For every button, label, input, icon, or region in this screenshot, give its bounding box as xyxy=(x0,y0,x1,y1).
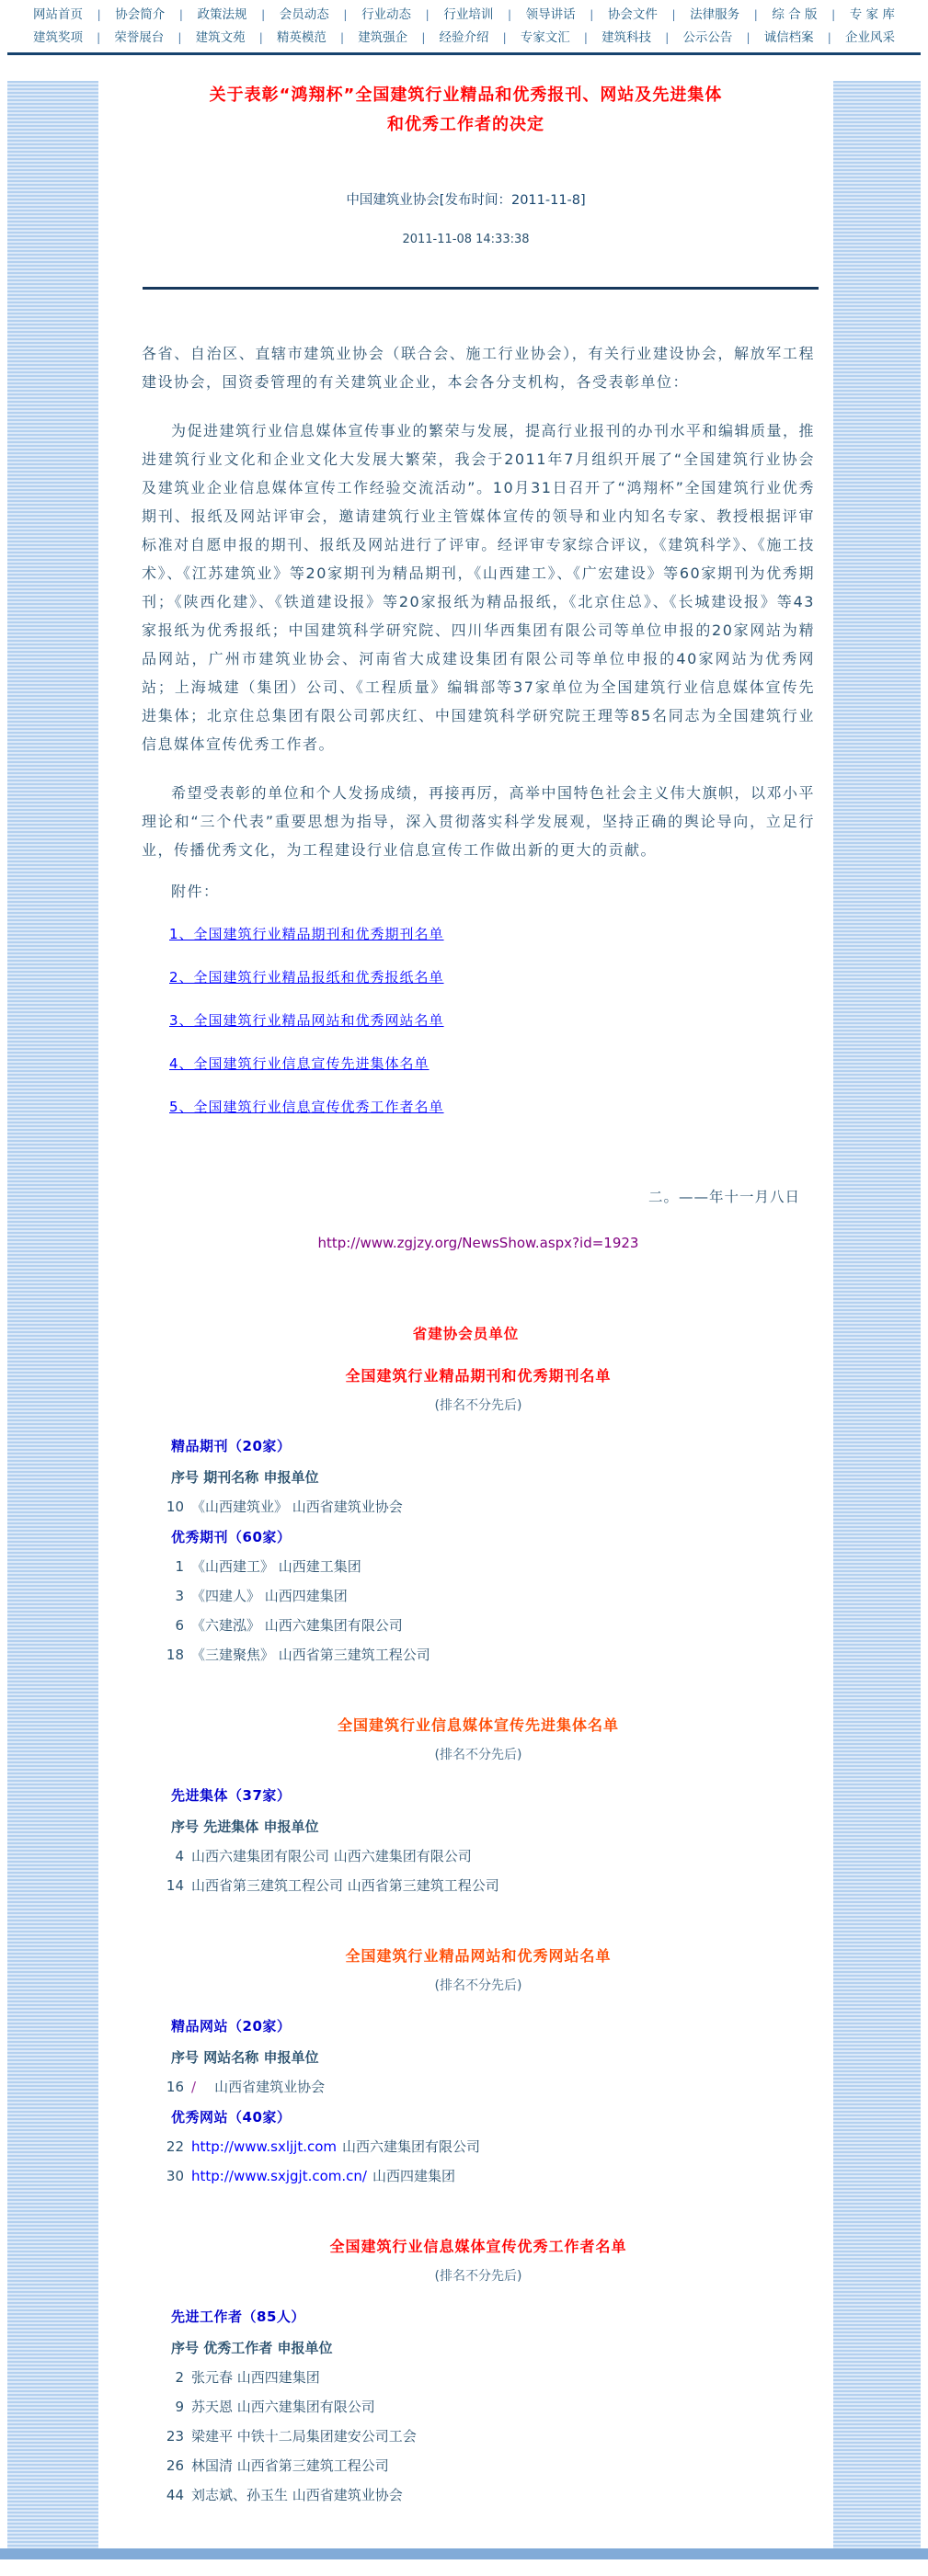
award-row xyxy=(142,1871,815,1900)
nav-separator: | xyxy=(340,31,345,44)
row-text: 山西六建集团有限公司 山西六建集团有限公司 xyxy=(191,1848,472,1864)
section-heading: 全国建筑行业信息媒体宣传先进集体名单 xyxy=(337,1716,619,1734)
attachment-item xyxy=(142,1093,815,1122)
row-number: 22 xyxy=(166,2138,184,2155)
group-heading-excellent-journals: 优秀期刊（60家） xyxy=(171,1529,292,1545)
nav-separator: | xyxy=(827,31,831,44)
source-url xyxy=(142,1229,815,1258)
nav-separator: | xyxy=(97,31,101,44)
group-heading-premium-websites: 精品网站（20家） xyxy=(171,2018,292,2035)
nav-link-experience[interactable]: 经验介绍 xyxy=(439,30,489,45)
nav-link-awards[interactable]: 建筑奖项 xyxy=(33,30,83,45)
section-heading: 全国建筑行业精品期刊和优秀期刊名单 xyxy=(345,1367,612,1385)
nav-separator: | xyxy=(665,31,670,44)
section-journals xyxy=(142,1362,815,1670)
website-link[interactable]: / xyxy=(191,2079,197,2095)
row-number: 18 xyxy=(166,1647,184,1663)
row-number: 4 xyxy=(175,1848,184,1864)
signature-date: 二。——年十一月八日 xyxy=(647,1189,800,1205)
award-row xyxy=(142,2422,815,2451)
nav-separator: | xyxy=(97,8,101,21)
website-link[interactable]: http://www.sxjgjt.com.cn/ xyxy=(191,2168,367,2184)
row-number: 3 xyxy=(175,1588,184,1604)
row-number: 1 xyxy=(175,1558,184,1575)
group-heading-advanced-collectives: 先进集体（37家） xyxy=(171,1787,292,1804)
page-frame xyxy=(7,0,921,2548)
award-row xyxy=(142,1841,815,1871)
award-row xyxy=(142,1492,815,1522)
paragraph-background: 为促进建筑行业信息媒体宣传事业的繁荣与发展，提高行业报刊的办刊水平和编辑质量，推进建筑行业文化和企业文化大发展大繁荣，我会于2011年7月组织开展了“全国建筑行业协会及建筑业企业信息媒体宣传工作经验交流活动”。10月31日召开了“鸿翔杯”全国建筑行业优秀期刊、报纸及网站评审会，邀请建筑行业主管媒体宣传的领导和业内知名专家、教授根据评审标准对自愿申报的期刊、报纸及网站进行了评审。经评审专家综合评议，《建筑科学》、《施工技术》、《江苏建筑业》等20家期刊为精品期刊，《山西建工》、《广宏建设》等60家期刊为优秀期刊；《陕西化建》、《铁道建设报》等20家报纸为精品报纸，《北京住总》、《长城建设报》等43家报纸为优秀报纸；中国建筑科学研究院、四川华西集团有限公司等单位申报的20家网站为精品网站，广州市建筑业协会、河南省大成建设集团有限公司等单位申报的40家网站为优秀网站；上海城建（集团）公司、《工程质量》编辑部等37家单位为全国建筑行业信息媒体宣传先进集体；北京住总集团有限公司郭庆红、中国建筑科学研究院王理等85名同志为全国建筑行业信息媒体宣传优秀工作者。 xyxy=(142,422,816,753)
attachment-link-newspapers[interactable]: 2、全国建筑行业精品报纸和优秀报纸名单 xyxy=(169,969,444,986)
section-note: (排名不分先后) xyxy=(434,2269,522,2284)
row-number: 9 xyxy=(175,2399,184,2415)
top-navigation xyxy=(7,0,921,52)
nav-separator: | xyxy=(425,8,430,21)
section-collectives xyxy=(142,1711,815,1900)
row-text: 山西省第三建筑工程公司 山西省第三建筑工程公司 xyxy=(191,1877,499,1894)
group-heading-advanced-workers: 先进工作者（85人） xyxy=(171,2308,305,2325)
row-text: 山西省建筑业协会 xyxy=(214,2079,326,2095)
source-url-link[interactable]: http://www.zgjzy.org/NewsShow.aspx?id=1923 xyxy=(317,1235,639,1251)
row-number: 30 xyxy=(166,2168,184,2184)
nav-link-enterprise-style[interactable]: 企业风采 xyxy=(844,30,895,45)
columns-header: 序号 网站名称 申报单位 xyxy=(171,2049,319,2066)
attachment-item xyxy=(142,963,815,992)
row-text: 山西四建集团 xyxy=(372,2168,455,2184)
nav-link-culture[interactable]: 建筑文苑 xyxy=(195,30,246,45)
row-number: 23 xyxy=(166,2428,184,2445)
member-units-heading: 省建协会员单位 xyxy=(412,1326,520,1342)
article-source-line: 中国建筑业协会[发布时间：2011-11-8] xyxy=(346,193,586,208)
award-row xyxy=(142,2451,815,2480)
nav-link-announcements[interactable]: 公示公告 xyxy=(682,30,733,45)
nav-separator: | xyxy=(343,8,348,21)
attachments-list xyxy=(142,920,815,1122)
nav-link-expert-articles[interactable]: 专家文汇 xyxy=(520,30,570,45)
group-heading-premium-journals: 精品期刊（20家） xyxy=(171,1438,292,1454)
section-note: (排名不分先后) xyxy=(434,1748,522,1762)
row-number: 6 xyxy=(175,1617,184,1634)
article-title: 关于表彰“鸿翔杯”全国建筑行业精品和优秀报刊、网站及先进集体和优秀工作者的决定 xyxy=(209,85,723,134)
row-text: 《山西建筑业》 山西省建筑业协会 xyxy=(191,1499,403,1515)
nav-link-documents[interactable]: 协会文件 xyxy=(607,7,658,22)
row-text: 《六建泓》 山西六建集团有限公司 xyxy=(191,1617,403,1634)
nav-link-about[interactable]: 协会简介 xyxy=(115,7,166,22)
nav-link-policy[interactable]: 政策法规 xyxy=(197,7,247,22)
columns-header: 序号 优秀工作者 申报单位 xyxy=(171,2340,333,2356)
row-number: 14 xyxy=(166,1877,184,1894)
row-text: 张元春 山西四建集团 xyxy=(191,2369,320,2386)
nav-link-general[interactable]: 综 合 版 xyxy=(772,7,818,22)
article-card xyxy=(98,81,833,2548)
nav-link-legal[interactable]: 法律服务 xyxy=(690,7,740,22)
award-row xyxy=(142,1552,815,1581)
header-divider xyxy=(7,52,921,55)
attachments-label: 附件： xyxy=(171,883,220,900)
row-text: 《三建聚焦》 山西省第三建筑工程公司 xyxy=(191,1647,430,1663)
award-row xyxy=(142,2132,815,2161)
row-number: 26 xyxy=(166,2457,184,2474)
row-text: 《山西建工》 山西建工集团 xyxy=(191,1558,361,1575)
columns-header: 序号 期刊名称 申报单位 xyxy=(171,1469,319,1486)
nav-separator: | xyxy=(507,8,511,21)
section-note: (排名不分先后) xyxy=(434,1978,522,1993)
nav-row-2 xyxy=(7,27,921,50)
nav-separator: | xyxy=(831,8,836,21)
nav-separator: | xyxy=(753,8,758,21)
nav-link-honor[interactable]: 荣誉展台 xyxy=(114,30,165,45)
group-heading-excellent-websites: 优秀网站（40家） xyxy=(171,2109,292,2126)
section-heading: 全国建筑行业信息媒体宣传优秀工作者名单 xyxy=(329,2238,627,2255)
nav-separator: | xyxy=(502,31,507,44)
attachment-link-websites[interactable]: 3、全国建筑行业精品网站和优秀网站名单 xyxy=(169,1012,444,1029)
row-text: 《四建人》 山西四建集团 xyxy=(191,1588,348,1604)
attachment-link-collectives[interactable]: 4、全国建筑行业信息宣传先进集体名单 xyxy=(169,1055,430,1072)
striped-background xyxy=(7,81,921,2548)
paragraph-recipients: 各省、自治区、直辖市建筑业协会（联合会、施工行业协会），有关行业建设协会，解放军工程建设协会，国资委管理的有关建筑业企业，本会各分支机构，各受表彰单位： xyxy=(142,345,815,391)
nav-link-strong-firms[interactable]: 建筑强企 xyxy=(358,30,408,45)
nav-separator: | xyxy=(590,8,594,21)
nav-separator: | xyxy=(178,31,182,44)
nav-link-home[interactable]: 网站首页 xyxy=(33,7,83,22)
nav-separator: | xyxy=(583,31,588,44)
nav-link-training[interactable]: 行业培训 xyxy=(443,7,494,22)
page-footer-bar xyxy=(0,2548,928,2559)
section-heading: 全国建筑行业精品网站和优秀网站名单 xyxy=(345,1947,612,1965)
award-row xyxy=(142,1640,815,1670)
nav-separator: | xyxy=(261,8,266,21)
award-row xyxy=(142,2161,815,2191)
attachment-link-journals[interactable]: 1、全国建筑行业精品期刊和优秀期刊名单 xyxy=(169,926,444,942)
nav-separator: | xyxy=(178,8,183,21)
row-text: 山西六建集团有限公司 xyxy=(342,2138,481,2155)
attachment-item xyxy=(142,1050,815,1078)
nav-link-leader-speech[interactable]: 领导讲话 xyxy=(525,7,576,22)
award-row xyxy=(142,2072,815,2102)
row-text: 梁建平 中铁十二局集团建安公司工会 xyxy=(191,2428,417,2445)
row-text: 林国清 山西省第三建筑工程公司 xyxy=(191,2457,389,2474)
nav-row-1 xyxy=(7,4,921,27)
attachment-item xyxy=(142,1007,815,1035)
row-text: 苏天恩 山西六建集团有限公司 xyxy=(191,2399,375,2415)
nav-separator: | xyxy=(258,31,263,44)
columns-header: 序号 先进集体 申报单位 xyxy=(171,1818,319,1835)
nav-separator: | xyxy=(671,8,676,21)
award-row xyxy=(142,1611,815,1640)
nav-separator: | xyxy=(421,31,426,44)
nav-link-experts[interactable]: 专 家 库 xyxy=(849,7,895,22)
award-row xyxy=(142,2363,815,2392)
website-link[interactable]: http://www.sxljjt.com xyxy=(191,2138,338,2155)
row-number: 44 xyxy=(166,2487,184,2503)
section-workers xyxy=(142,2232,815,2510)
article-divider xyxy=(143,287,819,290)
section-websites xyxy=(142,1942,815,2191)
paragraph-hope: 希望受表彰的单位和个人发扬成绩，再接再厉，高举中国特色社会主义伟大旗帜，以邓小平理论和“三个代表”重要思想为指导，深入贯彻落实科学发展观，坚持正确的舆论导向，立足行业，传播优秀文化，为工程建设行业信息宣传工作做出新的更大的贡献。 xyxy=(142,784,816,859)
nav-separator: | xyxy=(746,31,750,44)
article-timestamp: 2011-11-08 14:33:38 xyxy=(402,233,530,246)
article-body xyxy=(98,339,833,2510)
row-number: 2 xyxy=(175,2369,184,2386)
row-number: 10 xyxy=(166,1499,184,1515)
award-row xyxy=(142,2480,815,2510)
attachment-item xyxy=(142,920,815,949)
nav-link-technology[interactable]: 建筑科技 xyxy=(601,30,652,45)
row-text: 刘志斌、孙玉生 山西省建筑业协会 xyxy=(191,2487,403,2503)
attachment-link-workers[interactable]: 5、全国建筑行业信息宣传优秀工作者名单 xyxy=(169,1099,444,1115)
nav-link-member-news[interactable]: 会员动态 xyxy=(279,7,329,22)
award-row xyxy=(142,2392,815,2422)
award-row xyxy=(142,1581,815,1611)
row-number: 16 xyxy=(166,2079,184,2095)
section-note: (排名不分先后) xyxy=(434,1398,522,1413)
nav-link-credit[interactable]: 诚信档案 xyxy=(763,30,814,45)
nav-link-industry-news[interactable]: 行业动态 xyxy=(361,7,412,22)
nav-link-models[interactable]: 精英模范 xyxy=(276,30,327,45)
